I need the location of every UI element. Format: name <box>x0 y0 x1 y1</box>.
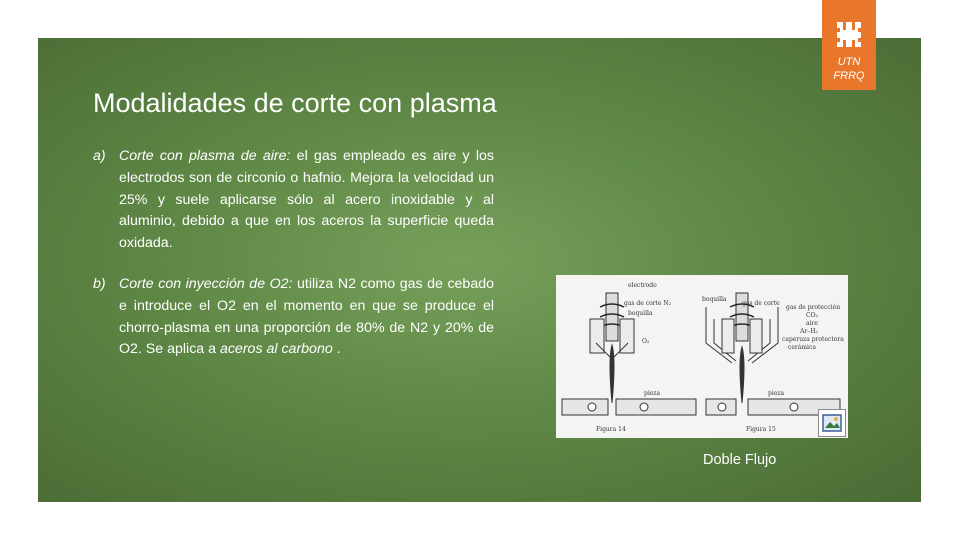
figure-caption: Doble Flujo <box>703 452 777 468</box>
item-text-b-before: utiliza N2 como gas de cebado e introduce el O2 en el momento en que se produce el chorro-plasma en una proporción de 80% de N2 y 20% de O2. Se aplica a <box>119 276 494 358</box>
label-ar-h2: Ar–H₂ <box>800 328 818 335</box>
label-ceramica: cerámica <box>788 344 816 351</box>
image-placeholder-icon <box>818 409 846 437</box>
item-text-b-after: . <box>332 341 341 358</box>
item-label-a: a) <box>93 148 106 164</box>
paragraph-corte-aire <box>93 146 494 255</box>
logo-line-utn: UTN <box>837 56 861 68</box>
logo-line-frrq: FRRQ <box>833 70 865 82</box>
utn-emblem-icon <box>834 19 864 47</box>
item-text-a: el gas empleado es aire y los electrodos son de circonio o hafnio. Mejora la velocidad un 25% y suele aplicarse sólo al acero inoxidable y al aluminio, debido a que en los aceros la superficie queda oxidada. <box>119 148 494 252</box>
label-aire: aire <box>806 320 818 327</box>
label-boquilla-2: boquilla <box>702 296 727 303</box>
caption-figura-14: Figura 14 <box>596 426 626 433</box>
item-title-a: Corte con plasma de aire: <box>119 148 291 164</box>
picture-icon <box>819 410 845 436</box>
slide-title: Modalidades de corte con plasma <box>93 88 497 118</box>
label-gas-proteccion: gas de protección <box>786 304 841 311</box>
label-caperuza: caperuza protectora <box>782 336 844 343</box>
label-boquilla-1: boquilla <box>628 310 653 317</box>
label-gas-corte-n2: gas de corte N₂ <box>624 300 672 307</box>
label-o2: O₂ <box>642 338 650 345</box>
label-gas-corte-2: gas de corte <box>742 300 780 307</box>
label-pieza-2: pieza <box>768 390 785 397</box>
utn-logo <box>822 0 876 90</box>
caption-figura-15: Figura 15 <box>746 426 776 433</box>
paragraph-corte-oxigeno <box>93 274 494 361</box>
paragraph-body-a <box>119 146 494 255</box>
plasma-torch-figure <box>556 275 848 438</box>
item-text-b-emphasis: aceros al carbono <box>219 341 333 358</box>
label-pieza-1: pieza <box>644 390 661 397</box>
label-co2: CO₂ <box>806 312 818 319</box>
paragraph-body-b <box>119 274 494 361</box>
label-electrodo: electrodo <box>628 282 657 289</box>
item-title-b: Corte con inyección de O2: <box>119 276 293 292</box>
item-label-b: b) <box>93 276 106 292</box>
